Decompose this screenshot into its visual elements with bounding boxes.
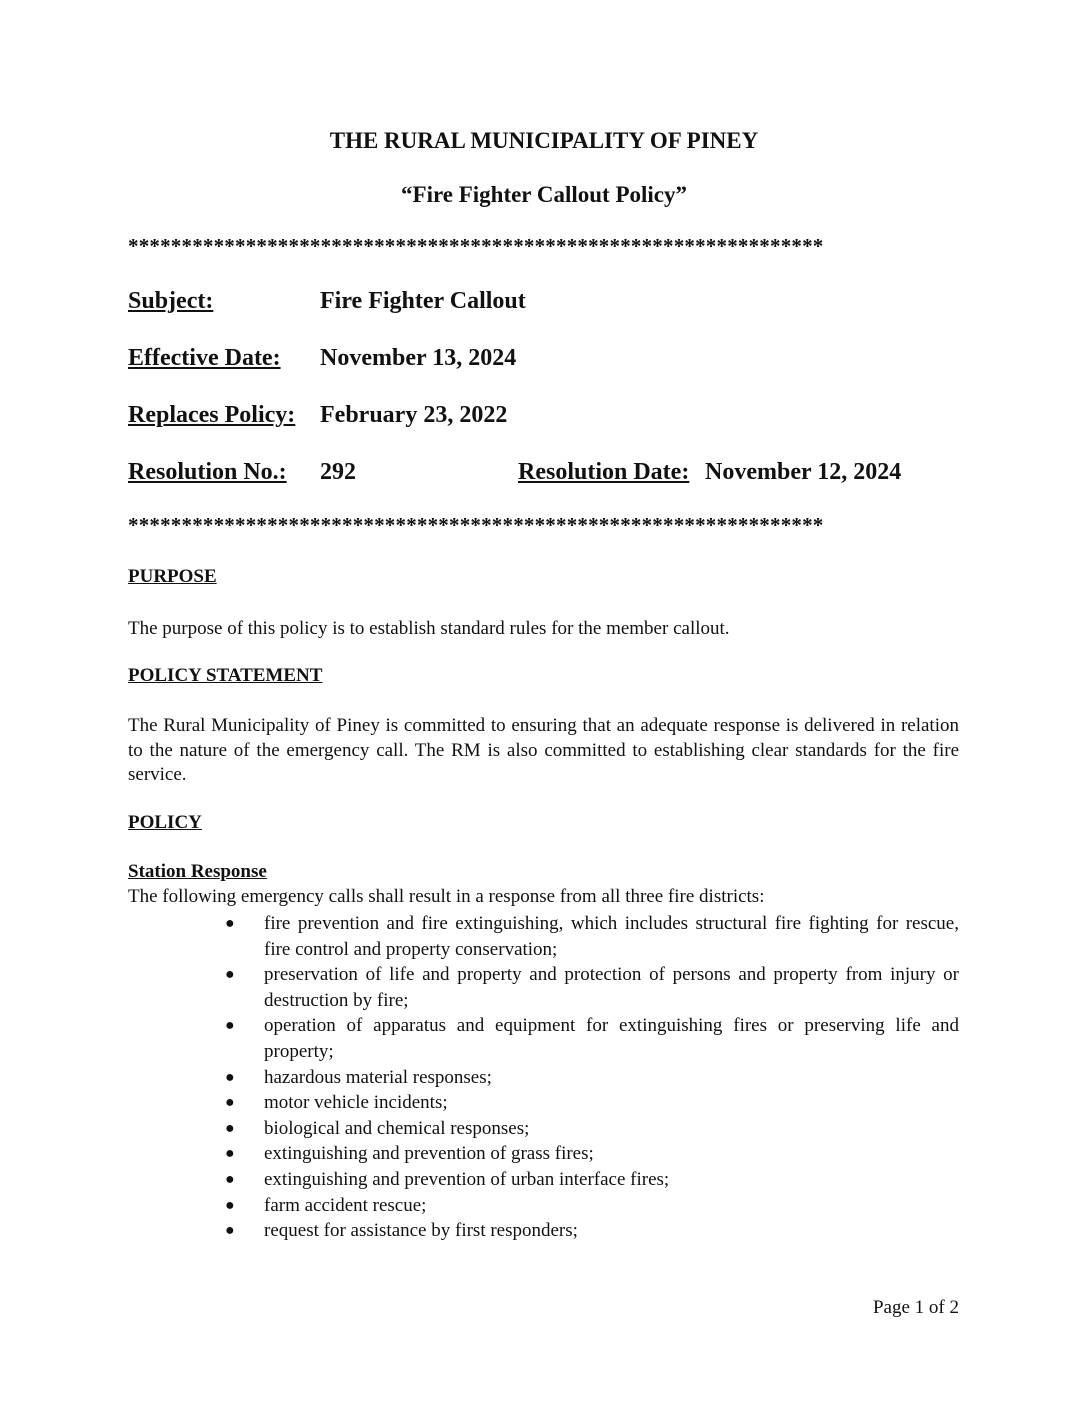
list-item: ● request for assistance by first responders; [225,1218,959,1244]
effective-date-label: Effective Date: [128,345,281,371]
bullet-icon: ● [225,1017,235,1035]
list-item: ● operation of apparatus and equipment for extinguishing fires or preserving life and property; [225,1015,959,1062]
resolution-number-value: 292 [320,459,356,485]
list-item: ● extinguishing and prevention of urban interface fires; [225,1167,959,1193]
resolution-date-label: Resolution Date: [518,459,690,485]
policy-statement-heading: POLICY STATEMENT [128,665,323,686]
bullet-icon: ● [225,1094,235,1112]
bullet-icon: ● [225,1196,235,1214]
document-title: THE RURAL MUNICIPALITY OF PINEY [329,128,759,153]
station-response-heading: Station Response [128,861,267,882]
effective-date-value: November 13, 2024 [320,345,517,371]
bullet-icon: ● [225,1145,235,1163]
list-item: ● preservation of life and property and protection of persons and property from injury or destruction by fire; [225,964,959,1011]
list-item: ● biological and chemical responses; [225,1116,959,1142]
bullet-icon: ● [225,1119,235,1137]
bullet-icon: ● [225,915,235,932]
list-item: ● motor vehicle incidents; [225,1090,959,1116]
station-response-intro: The following emergency calls shall result in a response from all three fire districts: [128,886,765,907]
station-response-list [225,911,959,1244]
subject-value: Fire Fighter Callout [320,288,526,314]
divider-top: ***************************************************************** [128,234,824,258]
bullet-icon: ● [225,966,235,984]
replaces-policy-value: February 23, 2022 [320,402,508,428]
document-subtitle: “Fire Fighter Callout Policy” [401,182,687,207]
resolution-number-label: Resolution No.: [128,459,287,485]
page-number: Page 1 of 2 [872,1297,959,1318]
bullet-icon: ● [225,1170,235,1188]
list-item: ● extinguishing and prevention of grass fires; [225,1141,959,1167]
divider-bottom: ***************************************************************** [128,513,824,537]
list-item: ● farm accident rescue; [225,1193,959,1219]
purpose-text: The purpose of this policy is to establish standard rules for the member callout. [128,618,730,639]
replaces-policy-label: Replaces Policy: [128,402,296,428]
list-item: ● fire prevention and fire extinguishing, which includes structural fire fighting for rescue, fire control and property conservation; [225,913,959,960]
policy-statement-text: The Rural Municipality of Piney is committed to ensuring that an adequate response is delivered in relation to the nature of the emergency call. The RM is also committed to establishing clear standards for the fire service. [128,715,959,785]
purpose-heading: PURPOSE [128,566,217,587]
bullet-icon: ● [225,1068,235,1086]
bullet-icon: ● [225,1222,235,1240]
resolution-date-value: November 12, 2024 [705,459,902,485]
list-item: ● hazardous material responses; [225,1065,959,1091]
policy-heading: POLICY [128,812,202,833]
subject-label: Subject: [128,288,214,314]
